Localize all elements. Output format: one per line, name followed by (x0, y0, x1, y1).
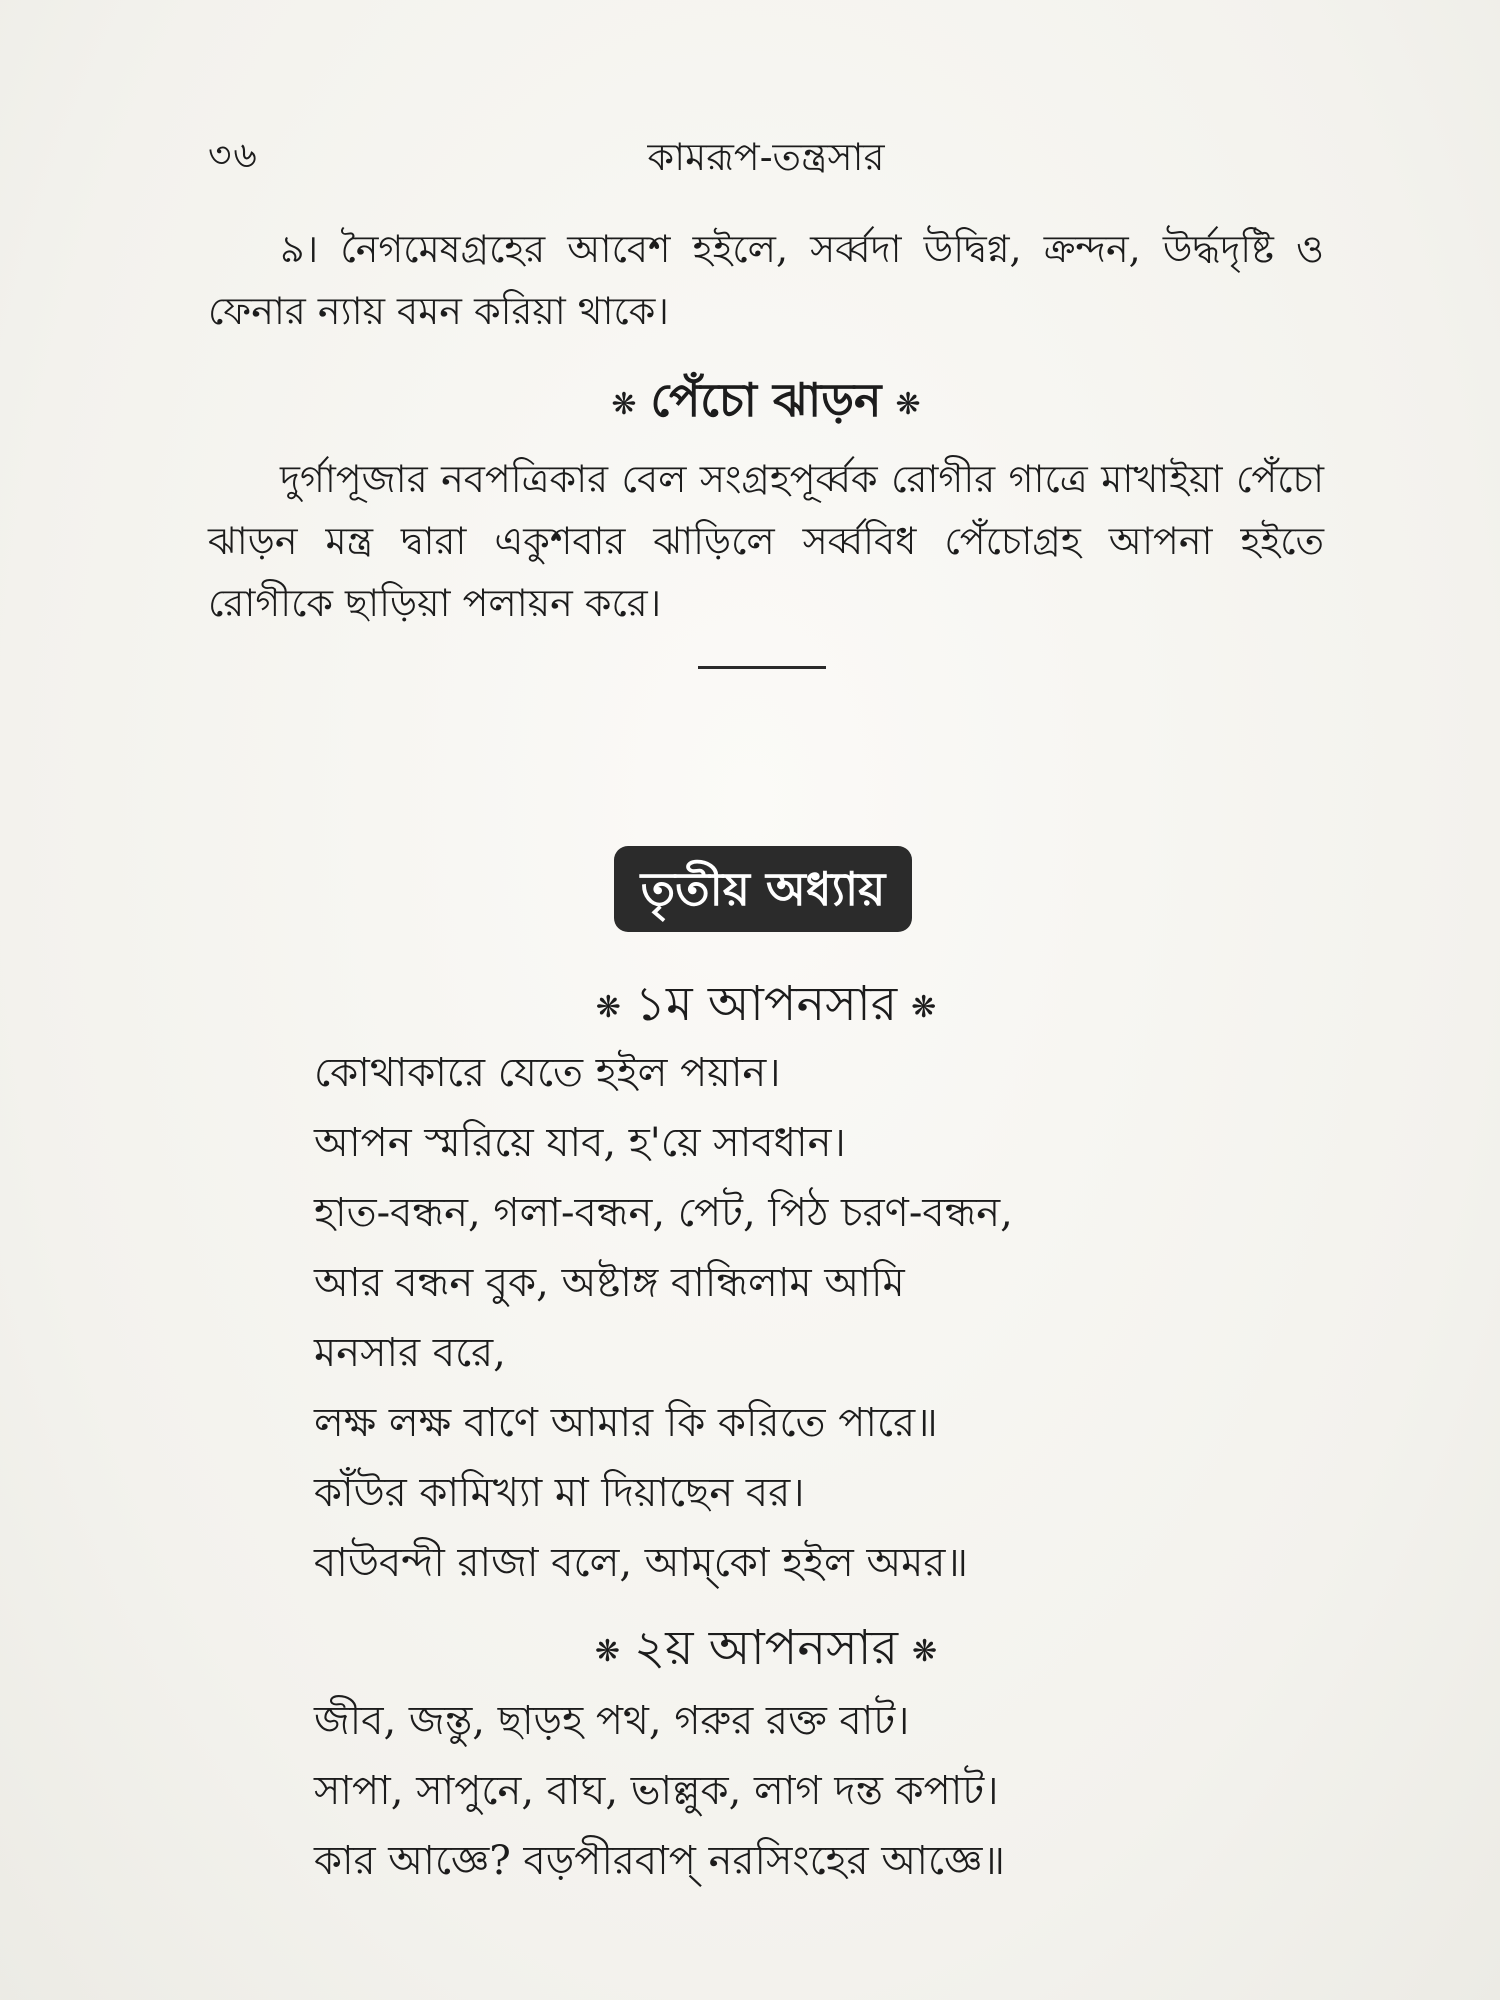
section-heading-apon-2 (208, 1612, 1324, 1691)
paragraph-naigamesh-text: ৯। নৈগমেষগ্রহের আবেশ হইলে, সর্ব্বদা উদ্বিগ্ন, ক্রন্দন, উর্দ্ধদৃষ্টি ও ফেনার ন্যায় বমন করিয়া থাকে। (208, 227, 1324, 333)
verse-line: কোথাকারে যেতে হইল পয়ান। (314, 1050, 781, 1096)
section-title: ২য় আপনসার (634, 1620, 898, 1676)
paragraph-pencho-jharan-text: দুর্গাপূজার নবপত্রিকার বেল সংগ্রহপূর্ব্বক রোগীর গাত্রে মাখাইয়া পেঁচো ঝাড়ন মন্ত্র দ্বারা একুশবার ঝাড়িলে সর্ব্ববিধ পেঁচোগ্রহ আপনা হইতে রোগীকে ছাড়িয়া পলায়ন করে। (208, 457, 1324, 625)
verse-line: জীব, জন্তু, ছাড়হ পথ, গরুর রক্ত বাট। (314, 1698, 910, 1744)
verse-line: কার আজ্ঞে? বড়পীরবাপ্ নরসিংহের আজ্ঞে॥ (314, 1838, 1006, 1884)
asterism-icon: ❋ (595, 990, 621, 1025)
verse-apon-1 (314, 1038, 1314, 1598)
section-heading-apon-1 (208, 968, 1324, 1047)
page-header (208, 128, 1324, 178)
asterism-icon: ❋ (912, 1634, 938, 1669)
section-divider (698, 666, 826, 669)
verse-line: কাঁউর কামিখ্যা মা দিয়াছেন বর। (314, 1470, 805, 1516)
asterism-icon: ❋ (895, 386, 921, 422)
section-heading-pencho-jharan (208, 366, 1324, 442)
verse-line: বাউবন্দী রাজা বলে, আম্‌কো হইল অমর॥ (314, 1540, 969, 1586)
running-title: কামরূপ-তন্ত্রসার (647, 135, 885, 179)
page-number: ৩৬ (208, 135, 259, 176)
verse-line: লক্ষ লক্ষ বাণে আমার কি করিতে পারে॥ (314, 1400, 938, 1446)
verse-line: মনসার বরে, (314, 1330, 506, 1376)
paragraph-pencho-jharan (208, 448, 1324, 634)
asterism-icon: ❋ (611, 386, 637, 422)
verse-line: আর বন্ধন বুক, অষ্টাঙ্গ বান্ধিলাম আমি (314, 1260, 905, 1306)
asterism-icon: ❋ (594, 1634, 620, 1669)
section-title: পেঁচো ঝাড়ন (650, 373, 882, 427)
section-title: ১ম আপনসার (634, 976, 898, 1032)
asterism-icon: ❋ (911, 990, 937, 1025)
verse-line: সাপা, সাপুনে, বাঘ, ভাল্লুক, লাগ দন্ত কপাট। (314, 1768, 999, 1814)
verse-apon-2 (314, 1686, 1314, 1896)
paragraph-naigamesh (208, 218, 1324, 342)
chapter-title-badge: তৃতীয় অধ্যায় (614, 846, 912, 932)
verse-line: হাত-বন্ধন, গলা-বন্ধন, পেট, পিঠ চরণ-বন্ধন, (314, 1190, 1013, 1236)
verse-line: আপন স্মরিয়ে যাব, হ'য়ে সাবধান। (314, 1120, 846, 1166)
